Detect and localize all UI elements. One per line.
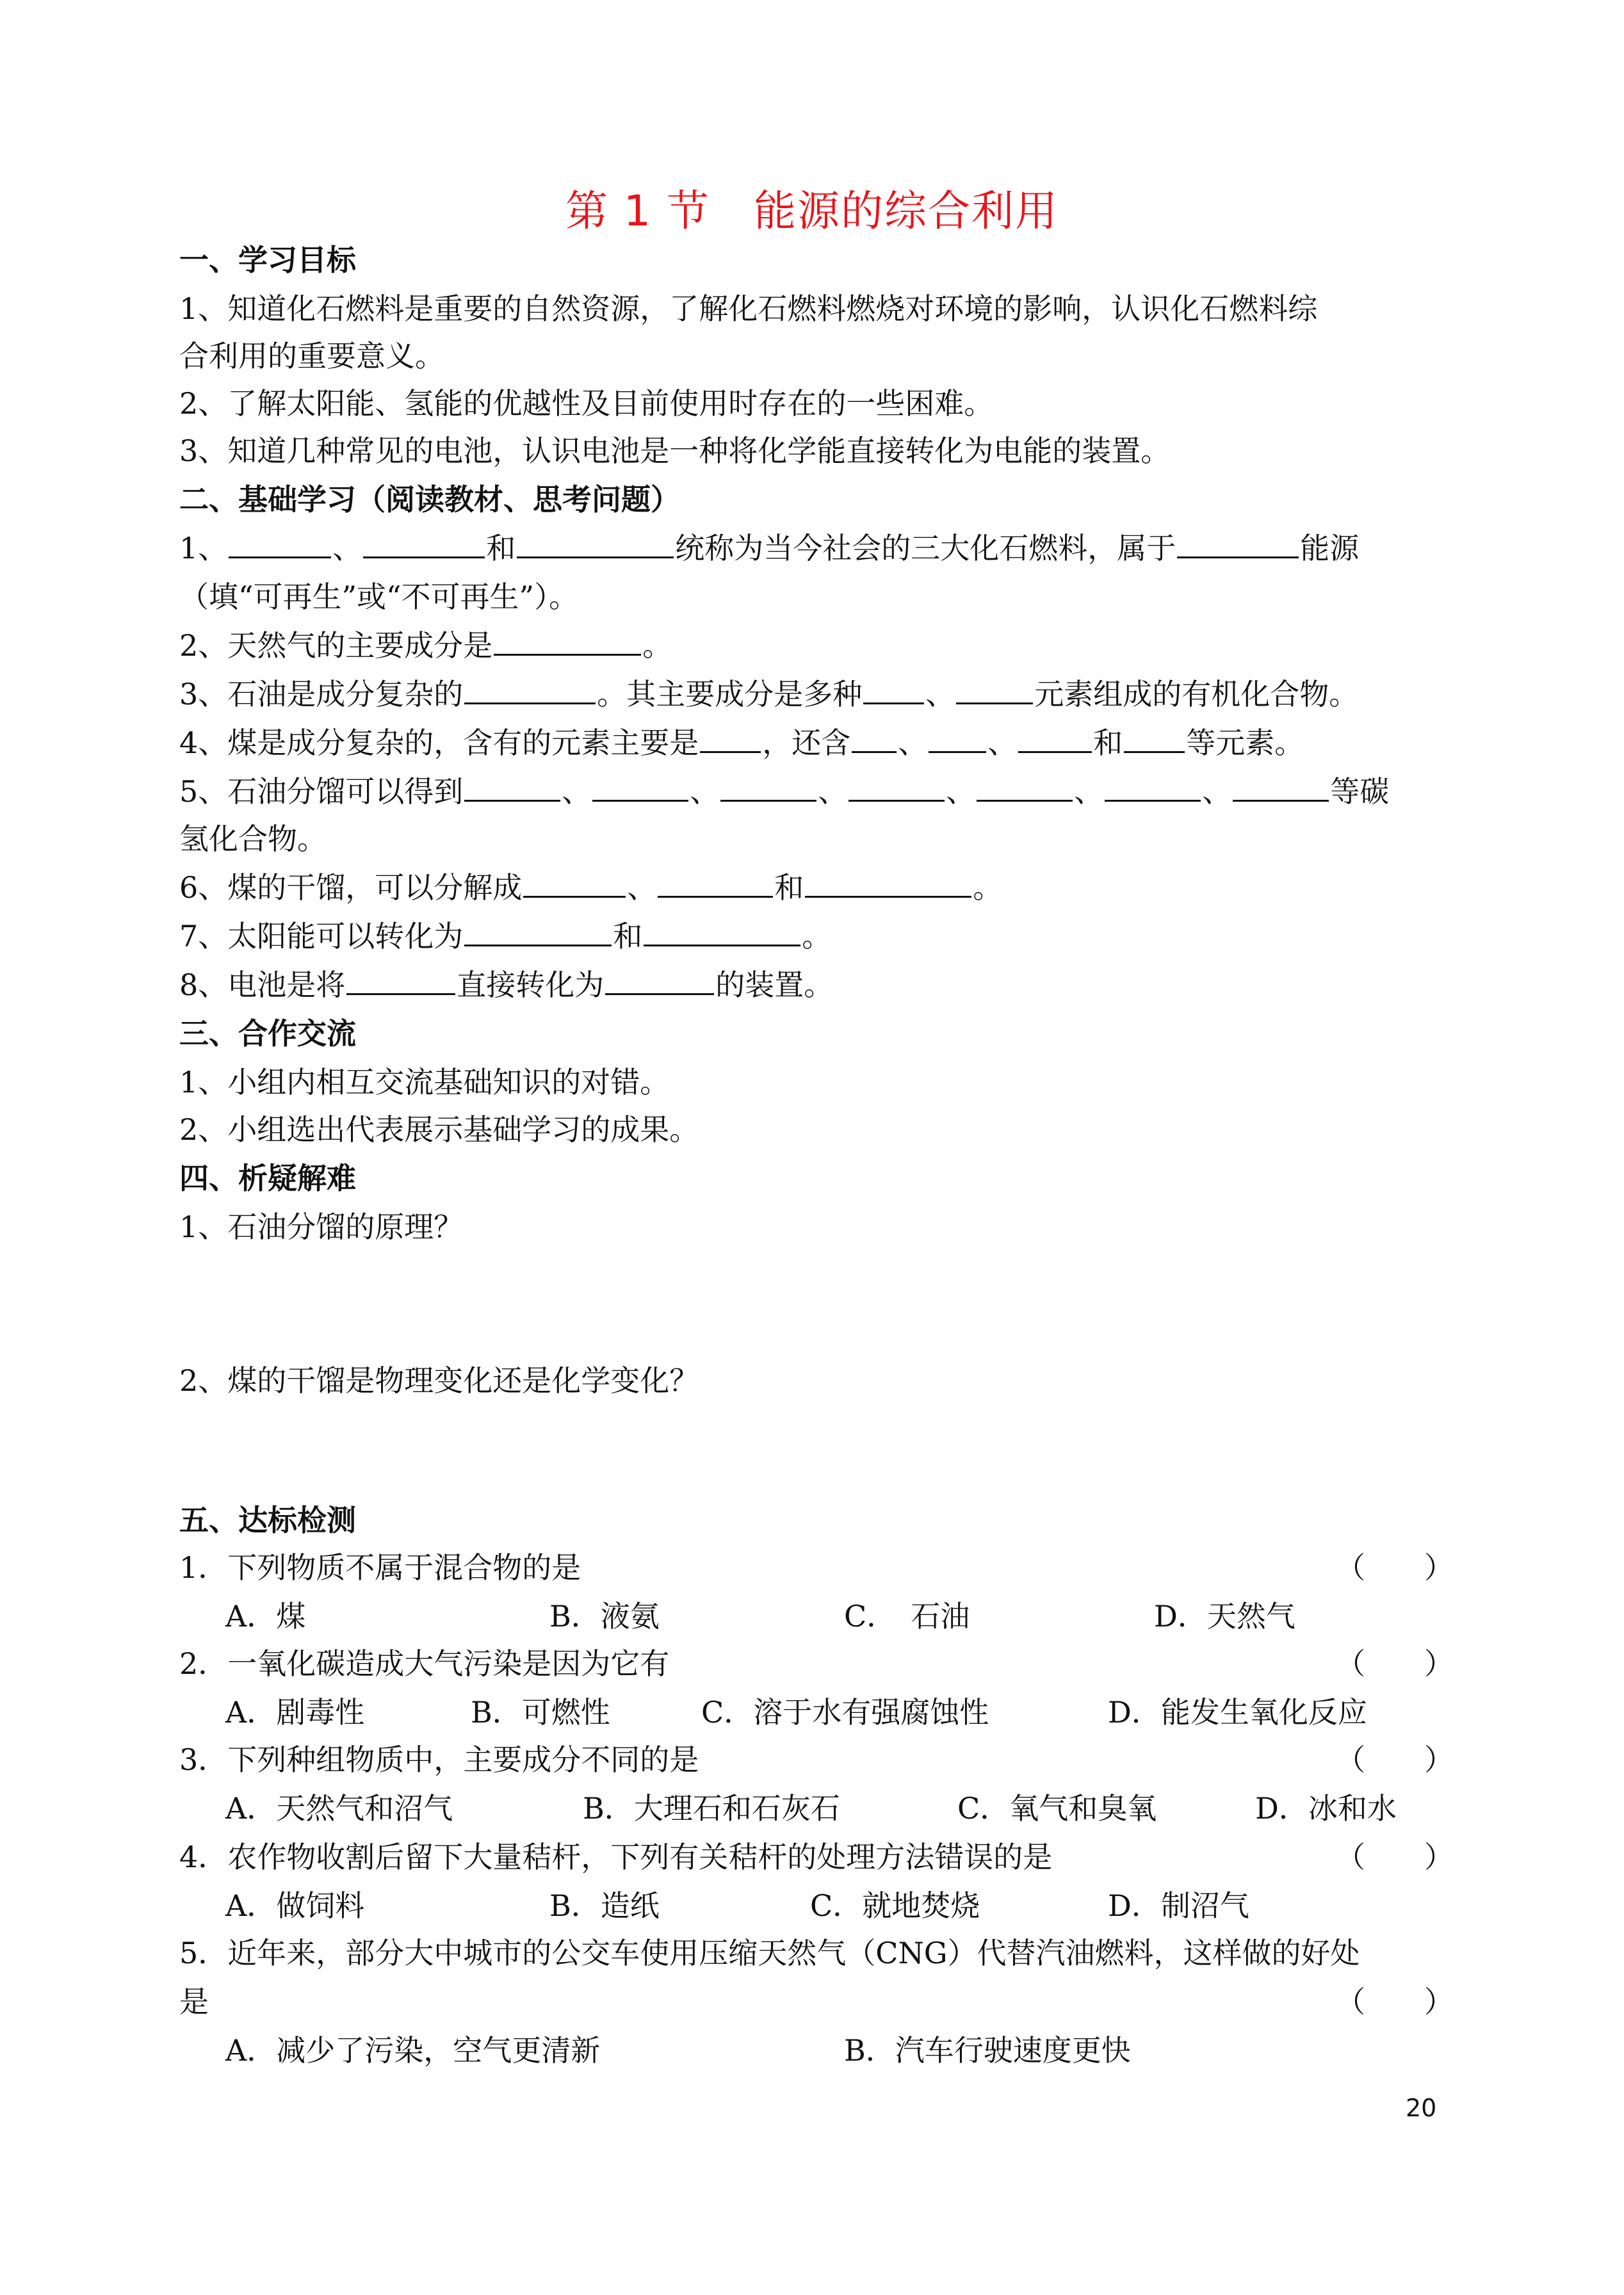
section-heading-basic-study: 二、基础学习（阅读教材、思考问题） [179, 482, 680, 517]
q7-text: 7、太阳能可以转化为 [179, 919, 464, 953]
option-a: A．减少了污染，空气更清新 [225, 2033, 601, 2068]
answer-blank[interactable] [494, 622, 641, 656]
section-heading-cooperation: 三、合作交流 [179, 1016, 356, 1051]
q6-sep: 、 [627, 870, 657, 905]
q1-separator: 、 [332, 531, 362, 565]
section-heading-assessment: 五、达标检测 [179, 1503, 356, 1537]
section-heading-analysis: 四、析疑解难 [179, 1161, 356, 1196]
page-title: 第 1 节 能源的综合利用 [565, 186, 1059, 236]
q6-text: 6、煤的干馏，可以分解成 [179, 870, 523, 905]
q6-end: 。 [973, 870, 1003, 905]
answer-blank[interactable] [956, 670, 1033, 704]
answer-blank[interactable] [1018, 719, 1092, 753]
mc-q1-stem: 1．下列物质不属于混合物的是 [179, 1550, 581, 1585]
answer-blank[interactable] [1177, 524, 1299, 558]
option-b: B．液氨 [549, 1599, 660, 1634]
mc-q3-stem: 3．下列种组物质中，主要成分不同的是 [179, 1742, 699, 1777]
q3-sep: 、 [925, 677, 955, 711]
q4-text-end: 等元素。 [1186, 726, 1304, 760]
option-b: B．造纸 [549, 1888, 660, 1923]
mc-question-3 [179, 1735, 1454, 1784]
answer-blank[interactable] [658, 864, 773, 898]
q6-and: 和 [774, 870, 804, 905]
q7-and: 和 [613, 919, 643, 953]
answer-blank[interactable] [1233, 768, 1329, 802]
q3-text-2: 。其主要成分是多种 [597, 677, 863, 711]
question-2 [179, 621, 1454, 670]
answer-blank[interactable] [849, 768, 945, 802]
q1-text-end: 能源 [1300, 531, 1360, 565]
option-a: A．天然气和沼气 [225, 1791, 453, 1826]
answer-blank[interactable] [1105, 768, 1201, 802]
objective-3: 3、知道几种常见的电池，认识电池是一种将化学能直接转化为电能的装置。 [179, 434, 1171, 468]
q4-sep-1: 、 [898, 726, 928, 760]
option-a: A．剧毒性 [225, 1695, 365, 1730]
page-number: 20 [1406, 2094, 1437, 2122]
option-a: A．煤 [225, 1599, 306, 1634]
objective-2: 2、了解太阳能、氢能的优越性及目前使用时存在的一些困难。 [179, 386, 994, 421]
answer-parentheses[interactable]: （ ） [1336, 1984, 1454, 2019]
question-7 [179, 912, 1454, 961]
q4-text-2: ，还含 [762, 726, 851, 760]
mc-question-5-line-2 [179, 1977, 1454, 2026]
mc-q5-stem-end: 是 [179, 1984, 209, 2019]
objective-1-line-2: 合利用的重要意义。 [179, 339, 444, 373]
q8-text: 8、电池是将 [179, 968, 346, 1002]
option-c: C．就地焚烧 [810, 1888, 980, 1923]
option-d: D．制沼气 [1108, 1888, 1249, 1923]
answer-blank[interactable] [464, 912, 612, 946]
question-8 [179, 961, 1454, 1009]
answer-parentheses[interactable]: （ ） [1336, 1550, 1454, 1585]
q1-text: 统称为当今社会的三大化石燃料，属于 [675, 531, 1176, 565]
mc-question-3-options [179, 1784, 1454, 1833]
mc-question-5-line-1: 5．近年来，部分大中城市的公交车使用压缩天然气（CNG）代替汽油燃料，这样做的好处 [179, 1936, 1360, 1970]
objective-1-line-1: 1、知道化石燃料是重要的自然资源，了解化石燃料燃烧对环境的影响，认识化石燃料综 [179, 291, 1318, 326]
option-d: D．冰和水 [1255, 1791, 1397, 1826]
q8-text-2: 直接转化为 [457, 968, 605, 1002]
mc-question-1 [179, 1543, 1454, 1592]
answer-blank[interactable] [805, 864, 971, 898]
q5-text-end: 等碳 [1330, 774, 1390, 809]
q5-sep: 、 [946, 774, 976, 809]
answer-blank[interactable] [977, 768, 1073, 802]
mc-question-1-options [179, 1592, 1454, 1641]
q5-text: 5、石油分馏可以得到 [179, 774, 464, 809]
q8-end: 的装置。 [715, 968, 834, 1002]
analysis-question-1: 1、石油分馏的原理？ [179, 1210, 464, 1244]
answer-blank[interactable] [592, 768, 688, 802]
answer-blank[interactable] [863, 670, 924, 704]
q5-sep: 、 [818, 774, 848, 809]
q3-text: 3、石油是成分复杂的 [179, 677, 464, 711]
answer-blank[interactable] [229, 524, 331, 558]
question-3 [179, 670, 1454, 718]
answer-parentheses[interactable]: （ ） [1336, 1646, 1454, 1681]
mc-question-5-options [179, 2026, 1454, 2075]
option-b: B．大理石和石灰石 [583, 1791, 840, 1826]
q5-sep: 、 [562, 774, 592, 809]
q7-end: 。 [802, 919, 832, 953]
answer-blank[interactable] [605, 961, 714, 995]
answer-blank[interactable] [363, 524, 485, 558]
q1-number: 1、 [179, 531, 228, 565]
q2-text: 2、天然气的主要成分是 [179, 628, 493, 663]
option-c: C．氧气和臭氧 [957, 1791, 1157, 1826]
answer-blank[interactable] [346, 961, 455, 995]
q4-sep-2: 、 [987, 726, 1018, 760]
question-5-line-2: 氢化合物。 [179, 822, 327, 856]
answer-blank[interactable] [464, 768, 560, 802]
mc-question-2-options [179, 1688, 1454, 1737]
q5-sep: 、 [690, 774, 720, 809]
q5-sep: 、 [1074, 774, 1104, 809]
question-1-line-1 [179, 524, 1454, 572]
mc-question-4-options [179, 1881, 1454, 1930]
q4-and: 和 [1093, 726, 1123, 760]
answer-blank[interactable] [852, 719, 897, 753]
question-6 [179, 863, 1454, 912]
analysis-question-2: 2、煤的干馏是物理变化还是化学变化？ [179, 1363, 699, 1398]
answer-blank[interactable] [929, 719, 986, 753]
option-d: D．天然气 [1154, 1599, 1295, 1634]
q5-sep: 、 [1202, 774, 1232, 809]
answer-parentheses[interactable]: （ ） [1336, 1840, 1454, 1874]
option-b: B．汽车行驶速度更快 [844, 2033, 1131, 2068]
option-c: C．溶于水有强腐蚀性 [701, 1695, 989, 1730]
answer-blank[interactable] [517, 524, 674, 558]
q3-text-3: 元素组成的有机化合物。 [1034, 677, 1359, 711]
q4-text: 4、煤是成分复杂的，含有的元素主要是 [179, 726, 699, 760]
mc-q4-stem: 4．农作物收割后留下大量秸杆，下列有关秸杆的处理方法错误的是 [179, 1840, 1053, 1874]
answer-blank[interactable] [644, 912, 800, 946]
cooperation-item-1: 1、小组内相互交流基础知识的对错。 [179, 1065, 670, 1099]
option-d: D．能发生氧化反应 [1108, 1695, 1367, 1730]
question-5-line-1 [179, 767, 1454, 816]
answer-blank[interactable] [720, 768, 816, 802]
option-a: A．做饲料 [225, 1888, 365, 1923]
answer-parentheses[interactable]: （ ） [1336, 1742, 1454, 1777]
option-c: C． 石油 [844, 1599, 970, 1634]
answer-blank[interactable] [1124, 719, 1185, 753]
q2-end: 。 [642, 628, 672, 663]
q1-and: 和 [486, 531, 516, 565]
option-b: B．可燃性 [471, 1695, 610, 1730]
question-1-line-2: （填“可再生”或“不可再生”）。 [179, 580, 579, 614]
mc-question-2 [179, 1639, 1454, 1688]
answer-blank[interactable] [464, 670, 596, 704]
answer-blank[interactable] [700, 719, 761, 753]
cooperation-item-2: 2、小组选出代表展示基础学习的成果。 [179, 1112, 699, 1147]
answer-blank[interactable] [523, 864, 626, 898]
mc-q2-stem: 2．一氧化碳造成大气污染是因为它有 [179, 1646, 670, 1681]
question-4 [179, 718, 1454, 767]
section-heading-objectives: 一、学习目标 [179, 243, 356, 277]
mc-question-4 [179, 1833, 1454, 1881]
